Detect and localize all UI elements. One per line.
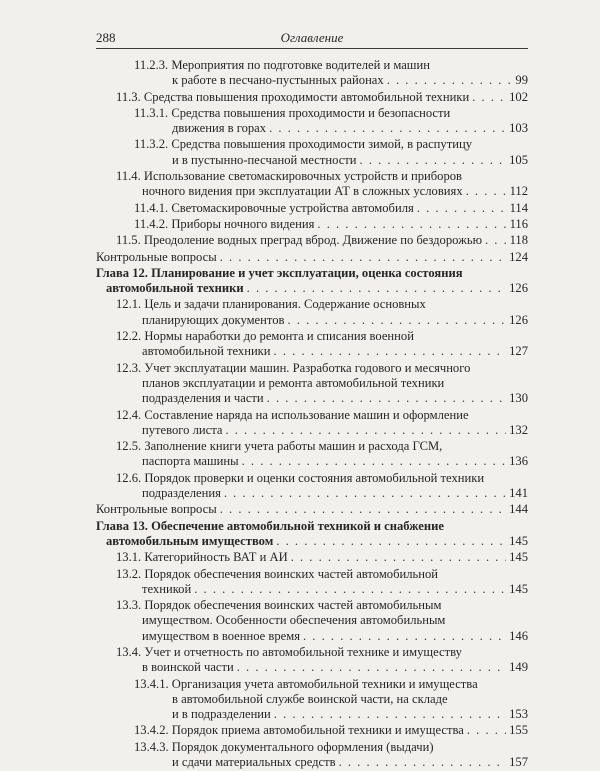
toc-entry-last-line (134, 121, 528, 136)
toc-page-number: 114 (509, 200, 528, 215)
dot-leader (291, 550, 506, 565)
toc-entry-line (134, 58, 528, 73)
page-number: 288 (96, 30, 116, 45)
toc-entry-text: путевого листа (142, 422, 223, 437)
toc-page-number: 105 (509, 152, 528, 167)
toc-page-number: 155 (509, 723, 528, 738)
toc-entry-last-line (134, 707, 528, 722)
toc-page-number: 145 (509, 533, 528, 548)
toc-entry[interactable] (96, 550, 528, 565)
toc-page-number: 118 (509, 233, 528, 248)
toc-entry-text: 12.3. Учет эксплуатации машин. Разработка годового и месячного (116, 360, 471, 375)
toc-page-number: 132 (509, 422, 528, 437)
toc-entry-text: 12.2. Нормы наработки до ремонта и списания военной (116, 329, 414, 344)
toc-entry-line (116, 297, 528, 312)
dot-leader (417, 201, 507, 216)
toc-entry-text: и в подразделении (172, 707, 271, 722)
toc-page-number: 136 (509, 454, 528, 469)
toc-entry[interactable] (96, 723, 528, 738)
toc-entry[interactable] (96, 233, 528, 248)
toc-entry-line (134, 106, 528, 121)
toc-entry-line (116, 329, 528, 344)
toc-page-number: 157 (509, 755, 528, 770)
toc-entry[interactable] (96, 58, 528, 89)
toc-page-number: 116 (509, 216, 528, 231)
dot-leader (225, 423, 506, 438)
dot-leader (387, 73, 513, 88)
toc-page-number: 141 (509, 486, 528, 501)
dot-leader (224, 486, 506, 501)
toc-entry-last-line (134, 723, 528, 738)
dot-leader (485, 233, 507, 248)
toc-entry-last-line (134, 755, 528, 770)
dot-leader (472, 90, 506, 105)
toc-entry-text: автомобильной техники (142, 344, 271, 359)
toc-page-number: 149 (509, 660, 528, 675)
toc-page-number: 126 (509, 312, 528, 327)
toc-entry-last-line (134, 153, 528, 168)
dot-leader (303, 629, 506, 644)
toc-entry-text: 11.5. Преодоление водных преград вброд. Движение по бездорожью (116, 233, 482, 248)
toc-page-number: 124 (509, 249, 528, 264)
toc-page-number: 102 (509, 89, 528, 104)
toc-entry-text: 11.4.2. Приборы ночного видения (134, 216, 315, 231)
dot-leader (269, 121, 506, 136)
toc-entry-text: 11.3. Средства повышения проходимости автомобильной техники (116, 89, 470, 104)
toc-entry-text: автомобильной техники (106, 281, 244, 296)
toc-entry[interactable] (96, 361, 528, 407)
toc-entry-last-line (116, 423, 528, 438)
toc-entry-last-line (96, 250, 528, 265)
toc-entry-text: Глава 13. Обеспечение автомобильной техникой и снабжение (96, 518, 444, 533)
toc-entry-text: и сдачи материальных средств (172, 755, 336, 770)
toc-page-number: 112 (509, 184, 528, 199)
toc-page-number: 127 (509, 344, 528, 359)
toc-entry[interactable] (96, 677, 528, 723)
toc-entry-last-line (116, 550, 528, 565)
dot-leader (194, 582, 506, 597)
toc-entry[interactable] (96, 439, 528, 470)
toc-entry[interactable] (96, 90, 528, 105)
toc-page-number: 99 (515, 73, 528, 88)
dot-leader (220, 250, 506, 265)
dot-leader (317, 217, 506, 232)
dot-leader (242, 454, 507, 469)
toc-entry[interactable] (96, 740, 528, 771)
toc-entry-text: 12.5. Заполнение книги учета работы машин и расхода ГСМ, (116, 439, 443, 454)
toc-entry-text: ночного видения при эксплуатации АТ в сложных условиях (142, 184, 463, 199)
toc-entry-text: движения в горах (172, 121, 267, 136)
toc-entry[interactable] (96, 567, 528, 598)
toc-entry-text: имуществом. Особенности обеспечения автомобильным (142, 613, 446, 628)
dot-leader (247, 281, 506, 296)
toc-entry-line (116, 408, 528, 423)
toc-entry-text: имуществом в военное время (142, 628, 300, 643)
toc-page-number: 126 (509, 281, 528, 296)
toc-entry-line (116, 361, 528, 376)
toc-chapter-entry[interactable] (96, 519, 528, 550)
dot-leader (276, 534, 506, 549)
toc-entry-last-line (134, 73, 528, 88)
toc-entry-text: 11.3.1. Средства повышения проходимости и безопасности (134, 105, 451, 120)
toc-entry-line (96, 519, 528, 534)
toc-entry-line (96, 266, 528, 281)
toc-entry-line (116, 439, 528, 454)
toc-entry-last-line (116, 344, 528, 359)
toc-entry-text: планов эксплуатации и ремонта автомобильной техники (142, 375, 445, 390)
toc-entry-text: планирующих документов (142, 312, 285, 327)
toc-entry-line (116, 598, 528, 613)
toc-entry-text: автомобильным имуществом (106, 533, 274, 548)
toc-entry-last-line (116, 90, 528, 105)
dot-leader (237, 660, 506, 675)
toc-entry-text: и в пустынно-песчаной местности (172, 152, 357, 167)
toc-entry[interactable] (96, 471, 528, 502)
toc-entry[interactable] (96, 598, 528, 644)
dot-leader (360, 153, 507, 168)
toc-page-number: 145 (509, 581, 528, 596)
dot-leader (339, 755, 507, 770)
dot-leader (287, 313, 506, 328)
toc-page-number: 146 (509, 628, 528, 643)
toc-entry-last-line (96, 502, 528, 517)
running-header (96, 28, 528, 49)
toc-entry-text: 13.2. Порядок обеспечения воинских частей автомобильной (116, 566, 439, 581)
toc-entry-line (134, 692, 528, 707)
toc-entry[interactable] (96, 502, 528, 517)
toc-entry-last-line (116, 454, 528, 469)
toc-entry-text: 11.4. Использование светомаскировочных устройств и приборов (116, 169, 462, 184)
toc-entry-text: 12.6. Порядок проверки и оценки состояния автомобильной техники (116, 470, 485, 485)
toc-entry-text: подразделения и части (142, 391, 264, 406)
dot-leader (267, 391, 506, 406)
toc-entry-text: подразделения (142, 486, 221, 501)
toc-entry-line (134, 740, 528, 755)
toc-entry-text: Контрольные вопросы (96, 502, 217, 517)
toc-entry-last-line (116, 660, 528, 675)
toc-entry-line (116, 645, 528, 660)
toc-entry-text: в автомобильной службе воинской части, на складе (172, 691, 448, 706)
toc-entry-text: 13.3. Порядок обеспечения воинских частей автомобильным (116, 598, 442, 613)
toc-entry[interactable] (96, 645, 528, 676)
toc-entry-last-line (116, 486, 528, 501)
dot-leader (220, 502, 506, 517)
toc-page-number: 130 (509, 391, 528, 406)
toc-entry-last-line (96, 534, 528, 549)
toc-entry-text: 11.2.3. Мероприятия по подготовке водителей и машин (134, 58, 430, 72)
toc-entry-last-line (116, 233, 528, 248)
toc-entry-text: 11.3.2. Средства повышения проходимости зимой, в распутицу (134, 137, 472, 152)
toc-entry[interactable] (96, 329, 528, 360)
toc-entry-text: к работе в песчано-пустынных районах (172, 73, 384, 88)
toc-entry-line (116, 471, 528, 486)
dot-leader (467, 723, 506, 738)
toc-entry-line (134, 677, 528, 692)
toc-entry-text: 11.4.1. Светомаскировочные устройства автомобиля (134, 200, 414, 215)
toc-entry-line (116, 169, 528, 184)
toc-entry-last-line (96, 281, 528, 296)
toc-entry[interactable] (96, 250, 528, 265)
toc-entry-text: паспорта машины (142, 454, 239, 469)
running-title: Оглавление (280, 30, 344, 45)
toc-entry-line (116, 567, 528, 582)
toc-entry-text: 13.1. Категорийность ВАТ и АИ (116, 550, 288, 565)
table-of-contents (96, 58, 528, 771)
toc-page-number: 153 (509, 707, 528, 722)
toc-entry[interactable] (96, 137, 528, 168)
toc-entry-text: 13.4.3. Порядок документального оформления (выдачи) (134, 739, 434, 754)
toc-entry-text: Глава 12. Планирование и учет эксплуатации, оценка состояния (96, 265, 463, 280)
toc-entry-last-line (116, 391, 528, 406)
dot-leader (274, 707, 506, 722)
toc-entry-last-line (116, 313, 528, 328)
toc-entry-line (116, 613, 528, 628)
toc-entry-text: в воинской части (142, 660, 234, 675)
dot-leader (466, 184, 507, 199)
toc-entry-text: 13.4. Учет и отчетность по автомобильной технике и имуществу (116, 644, 462, 659)
toc-page-number: 103 (509, 121, 528, 136)
dot-leader (274, 344, 507, 359)
toc-entry[interactable] (96, 297, 528, 328)
toc-entry-text: 12.1. Цель и задачи планирования. Содержание основных (116, 297, 426, 312)
toc-entry-text: 13.4.2. Порядок приема автомобильной техники и имущества (134, 723, 464, 738)
toc-entry-last-line (116, 629, 528, 644)
toc-entry-last-line (116, 184, 528, 199)
toc-entry-last-line (116, 582, 528, 597)
toc-entry-last-line (134, 217, 528, 232)
toc-entry-line (134, 137, 528, 152)
toc-entry-text: Контрольные вопросы (96, 249, 217, 264)
toc-entry[interactable] (96, 106, 528, 137)
toc-entry[interactable] (96, 201, 528, 216)
toc-entry[interactable] (96, 217, 528, 232)
toc-entry[interactable] (96, 408, 528, 439)
toc-chapter-entry[interactable] (96, 266, 528, 297)
toc-entry-text: 13.4.1. Организация учета автомобильной техники и имущества (134, 676, 478, 691)
toc-entry-last-line (134, 201, 528, 216)
toc-entry-line (116, 376, 528, 391)
toc-entry-text: 12.4. Составление наряда на использование машин и оформление (116, 407, 469, 422)
toc-page-number: 145 (509, 550, 528, 565)
toc-page-number: 144 (509, 502, 528, 517)
toc-entry[interactable] (96, 169, 528, 200)
toc-entry-text: техникой (142, 581, 192, 596)
